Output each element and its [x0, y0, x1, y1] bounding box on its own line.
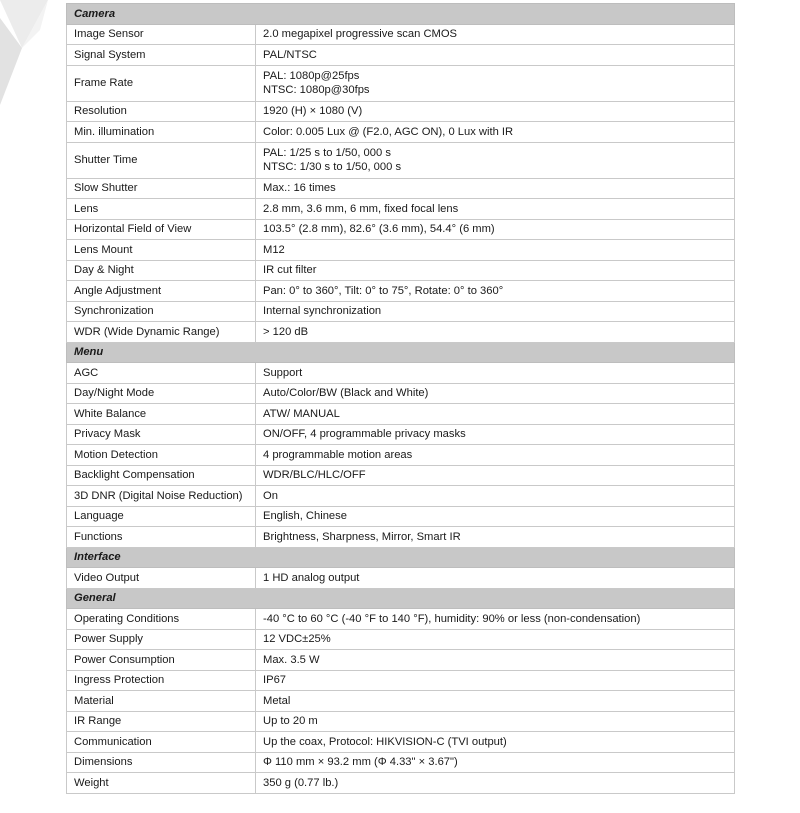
spec-value — [256, 122, 735, 143]
spec-value — [256, 322, 735, 343]
section-title: Menu — [67, 342, 735, 363]
spec-row — [67, 424, 735, 445]
spec-row — [67, 650, 735, 671]
spec-value-line: Φ 110 mm × 93.2 mm (Φ 4.33" × 3.67") — [263, 756, 458, 769]
spec-row — [67, 732, 735, 753]
spec-row — [67, 178, 735, 199]
spec-row — [67, 527, 735, 548]
spec-label: Synchronization — [67, 301, 256, 322]
spec-label: Operating Conditions — [67, 609, 256, 630]
spec-value — [256, 629, 735, 650]
spec-value — [256, 773, 735, 794]
spec-label: AGC — [67, 363, 256, 384]
spec-label: Shutter Time — [67, 142, 256, 178]
spec-label: Weight — [67, 773, 256, 794]
spec-row — [67, 142, 735, 178]
spec-label: Material — [67, 691, 256, 712]
spec-value-line: WDR/BLC/HLC/OFF — [263, 469, 366, 482]
spec-value-line: Color: 0.005 Lux @ (F2.0, AGC ON), 0 Lux with IR — [263, 125, 514, 138]
spec-value-line: 12 VDC±25% — [263, 633, 331, 646]
spec-value-line: NTSC: 1080p@30fps — [263, 84, 370, 96]
spec-value-line: PAL: 1/25 s to 1/50, 000 s — [263, 147, 391, 159]
spec-value — [256, 178, 735, 199]
spec-label: White Balance — [67, 404, 256, 425]
spec-value-line: 4 programmable motion areas — [263, 448, 413, 461]
spec-label: Backlight Compensation — [67, 465, 256, 486]
spec-label: Lens Mount — [67, 240, 256, 261]
spec-label: Slow Shutter — [67, 178, 256, 199]
spec-value — [256, 527, 735, 548]
spec-value — [256, 506, 735, 527]
spec-label: Dimensions — [67, 752, 256, 773]
spec-row — [67, 122, 735, 143]
section-title: Interface — [67, 547, 735, 568]
spec-value — [256, 65, 735, 101]
section-header-general — [67, 588, 735, 609]
spec-value-line: Support — [263, 366, 303, 379]
spec-label: Frame Rate — [67, 65, 256, 101]
spec-label: Video Output — [67, 568, 256, 589]
spec-row — [67, 301, 735, 322]
decorative-corner-graphic — [0, 0, 60, 110]
spec-row — [67, 101, 735, 122]
spec-row — [67, 773, 735, 794]
spec-value-line: M12 — [263, 243, 285, 256]
spec-row — [67, 506, 735, 527]
spec-value — [256, 301, 735, 322]
spec-value-line: 1 HD analog output — [263, 571, 360, 584]
spec-row — [67, 752, 735, 773]
spec-value — [256, 219, 735, 240]
spec-label: Ingress Protection — [67, 670, 256, 691]
spec-row — [67, 670, 735, 691]
spec-value — [256, 486, 735, 507]
spec-table — [66, 3, 735, 794]
spec-value-line: Max.: 16 times — [263, 182, 336, 195]
spec-label: Image Sensor — [67, 24, 256, 45]
spec-value-line: Max. 3.5 W — [263, 653, 320, 666]
spec-row — [67, 383, 735, 404]
spec-value-line: NTSC: 1/30 s to 1/50, 000 s — [263, 161, 402, 173]
spec-label: Privacy Mask — [67, 424, 256, 445]
spec-row — [67, 711, 735, 732]
spec-label: Communication — [67, 732, 256, 753]
spec-label: Angle Adjustment — [67, 281, 256, 302]
spec-value-line: On — [263, 489, 278, 502]
spec-row — [67, 629, 735, 650]
spec-value-line: Pan: 0° to 360°, Tilt: 0° to 75°, Rotate: 0° to 360° — [263, 284, 504, 297]
spec-value — [256, 260, 735, 281]
spec-value — [256, 281, 735, 302]
spec-row — [67, 404, 735, 425]
spec-label: Min. illumination — [67, 122, 256, 143]
spec-row — [67, 609, 735, 630]
spec-value — [256, 142, 735, 178]
spec-label: Day/Night Mode — [67, 383, 256, 404]
spec-label: WDR (Wide Dynamic Range) — [67, 322, 256, 343]
spec-value-line: 103.5° (2.8 mm), 82.6° (3.6 mm), 54.4° (6 mm) — [263, 223, 495, 236]
spec-value — [256, 24, 735, 45]
spec-value-line: Internal synchronization — [263, 305, 382, 318]
spec-value — [256, 445, 735, 466]
spec-label: Functions — [67, 527, 256, 548]
spec-label: Power Consumption — [67, 650, 256, 671]
spec-value — [256, 609, 735, 630]
spec-value — [256, 752, 735, 773]
spec-value — [256, 424, 735, 445]
spec-row — [67, 322, 735, 343]
section-header-menu — [67, 342, 735, 363]
spec-row — [67, 691, 735, 712]
spec-label: Day & Night — [67, 260, 256, 281]
spec-label: Signal System — [67, 45, 256, 66]
spec-value — [256, 199, 735, 220]
spec-value — [256, 650, 735, 671]
spec-value — [256, 240, 735, 261]
spec-label: Power Supply — [67, 629, 256, 650]
spec-row — [67, 45, 735, 66]
spec-value — [256, 711, 735, 732]
spec-value — [256, 363, 735, 384]
spec-value — [256, 383, 735, 404]
spec-row — [67, 445, 735, 466]
spec-value-line: 2.0 megapixel progressive scan CMOS — [263, 28, 458, 41]
spec-row — [67, 240, 735, 261]
spec-label: Lens — [67, 199, 256, 220]
section-title: General — [67, 588, 735, 609]
spec-value — [256, 670, 735, 691]
spec-value-line: Up to 20 m — [263, 715, 318, 728]
spec-row — [67, 465, 735, 486]
spec-value — [256, 101, 735, 122]
spec-row — [67, 65, 735, 101]
spec-row — [67, 486, 735, 507]
spec-value — [256, 691, 735, 712]
spec-value-line: IP67 — [263, 674, 287, 687]
spec-row — [67, 260, 735, 281]
spec-value-line: PAL/NTSC — [263, 48, 317, 61]
spec-row — [67, 568, 735, 589]
spec-value-line: ON/OFF, 4 programmable privacy masks — [263, 428, 466, 441]
spec-value-line: ATW/ MANUAL — [263, 407, 340, 420]
spec-value-line: Up the coax, Protocol: HIKVISION-C (TVI output) — [263, 735, 507, 748]
spec-row — [67, 363, 735, 384]
spec-label: Horizontal Field of View — [67, 219, 256, 240]
spec-value — [256, 404, 735, 425]
spec-value-line: -40 °C to 60 °C (-40 °F to 140 °F), humidity: 90% or less (non-condensation) — [263, 612, 641, 625]
spec-row — [67, 199, 735, 220]
spec-table-body — [67, 4, 735, 794]
spec-value-line: > 120 dB — [263, 325, 309, 338]
section-header-camera — [67, 4, 735, 25]
spec-value-line: IR cut filter — [263, 264, 317, 277]
spec-value-line: Metal — [263, 694, 291, 707]
spec-label: Language — [67, 506, 256, 527]
spec-row — [67, 219, 735, 240]
spec-label: IR Range — [67, 711, 256, 732]
spec-label: 3D DNR (Digital Noise Reduction) — [67, 486, 256, 507]
spec-value — [256, 465, 735, 486]
section-header-interface — [67, 547, 735, 568]
spec-row — [67, 24, 735, 45]
spec-label: Resolution — [67, 101, 256, 122]
spec-value-line: 350 g (0.77 lb.) — [263, 776, 339, 789]
spec-value — [256, 568, 735, 589]
section-title: Camera — [67, 4, 735, 25]
spec-value-line: PAL: 1080p@25fps — [263, 70, 360, 82]
spec-value — [256, 732, 735, 753]
spec-value-line: 1920 (H) × 1080 (V) — [263, 105, 363, 118]
spec-value-line: 2.8 mm, 3.6 mm, 6 mm, fixed focal lens — [263, 202, 459, 215]
spec-value-line: Auto/Color/BW (Black and White) — [263, 387, 429, 400]
spec-row — [67, 281, 735, 302]
spec-value-line: Brightness, Sharpness, Mirror, Smart IR — [263, 530, 461, 543]
spec-value — [256, 45, 735, 66]
spec-value-line: English, Chinese — [263, 510, 347, 523]
spec-label: Motion Detection — [67, 445, 256, 466]
